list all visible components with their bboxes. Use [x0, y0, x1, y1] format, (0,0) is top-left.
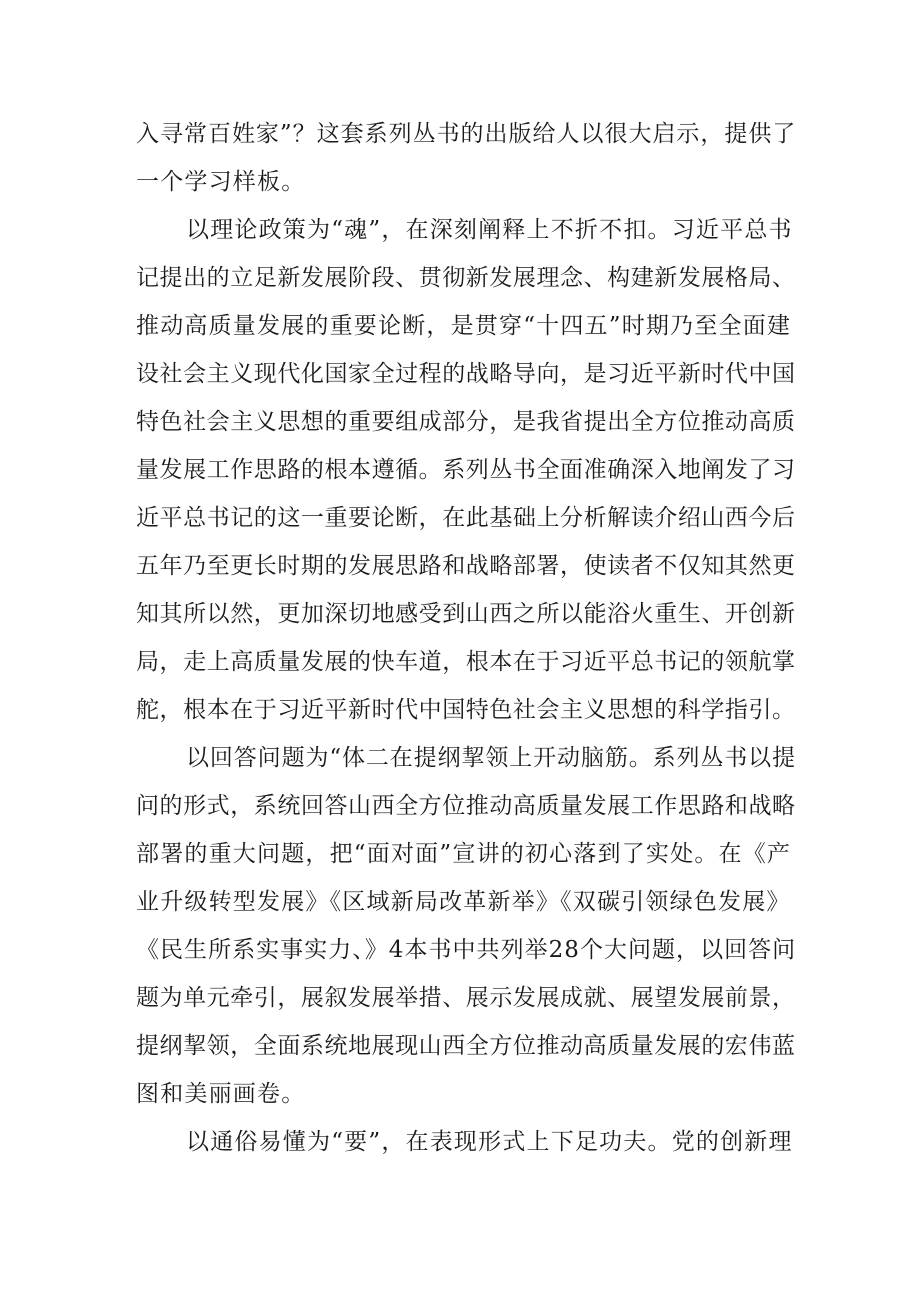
text-line: 业升级转型发展》《区域新局改革新举》《双碳引领绿色发展》 [136, 889, 791, 915]
text-line: 题为单元牵引，展叙发展举措、展示发展成就、展望发展前景， [136, 985, 796, 1011]
text-line: 局，走上高质量发展的快车道，根本在于习近平总书记的领航掌 [136, 649, 796, 675]
paragraph-first-line: 以理论政策为“魂”，在深刻阐释上不折不扣。习近平总书 [186, 217, 793, 243]
text-line: 提纲挈领，全面系统地展现山西全方位推动高质量发展的宏伟蓝 [136, 1033, 796, 1059]
text-line: 图和美丽画卷。 [136, 1081, 306, 1107]
text-line: 特色社会主义思想的重要组成部分，是我省提出全方位推动高质 [136, 409, 796, 435]
paragraph-first-line: 以通俗易懂为“要”，在表现形式上下足功夫。党的创新理 [186, 1129, 793, 1155]
text-line: 近平总书记的这一重要论断，在此基础上分析解读介绍山西今后 [136, 505, 796, 531]
text-line: 部署的重大问题，把“面对面”宣讲的初心落到了实处。在《产 [136, 841, 792, 867]
text-line: 问的形式，系统回答山西全方位推动高质量发展工作思路和战略 [136, 793, 796, 819]
text-line: 一个学习样板。 [136, 169, 306, 195]
text-line: 设社会主义现代化国家全过程的战略导向，是习近平新时代中国 [136, 361, 796, 387]
paragraph-first-line: 以回答问题为“体二在提纲挈领上开动脑筋。系列丛书以提 [186, 745, 796, 771]
text-line: 量发展工作思路的根本遵循。系列丛书全面准确深入地阐发了习 [136, 457, 796, 483]
text-line: 《民生所系实事实力、》4本书中共列举28个大问题，以回答问 [136, 937, 797, 963]
text-line: 推动高质量发展的重要论断，是贯穿“十四五”时期乃至全面建 [136, 313, 792, 339]
text-line: 知其所以然，更加深切地感受到山西之所以能浴火重生、开创新 [136, 601, 796, 627]
text-line: 入寻常百姓家”？这套系列丛书的出版给人以很大启示，提供了 [136, 121, 797, 147]
text-line: 五年乃至更长时期的发展思路和战略部署，使读者不仅知其然更 [136, 553, 796, 579]
text-line: 记提出的立足新发展阶段、贯彻新发展理念、构建新发展格局、 [136, 265, 796, 291]
text-line: 舵，根本在于习近平新时代中国特色社会主义思想的科学指引。 [136, 697, 796, 723]
